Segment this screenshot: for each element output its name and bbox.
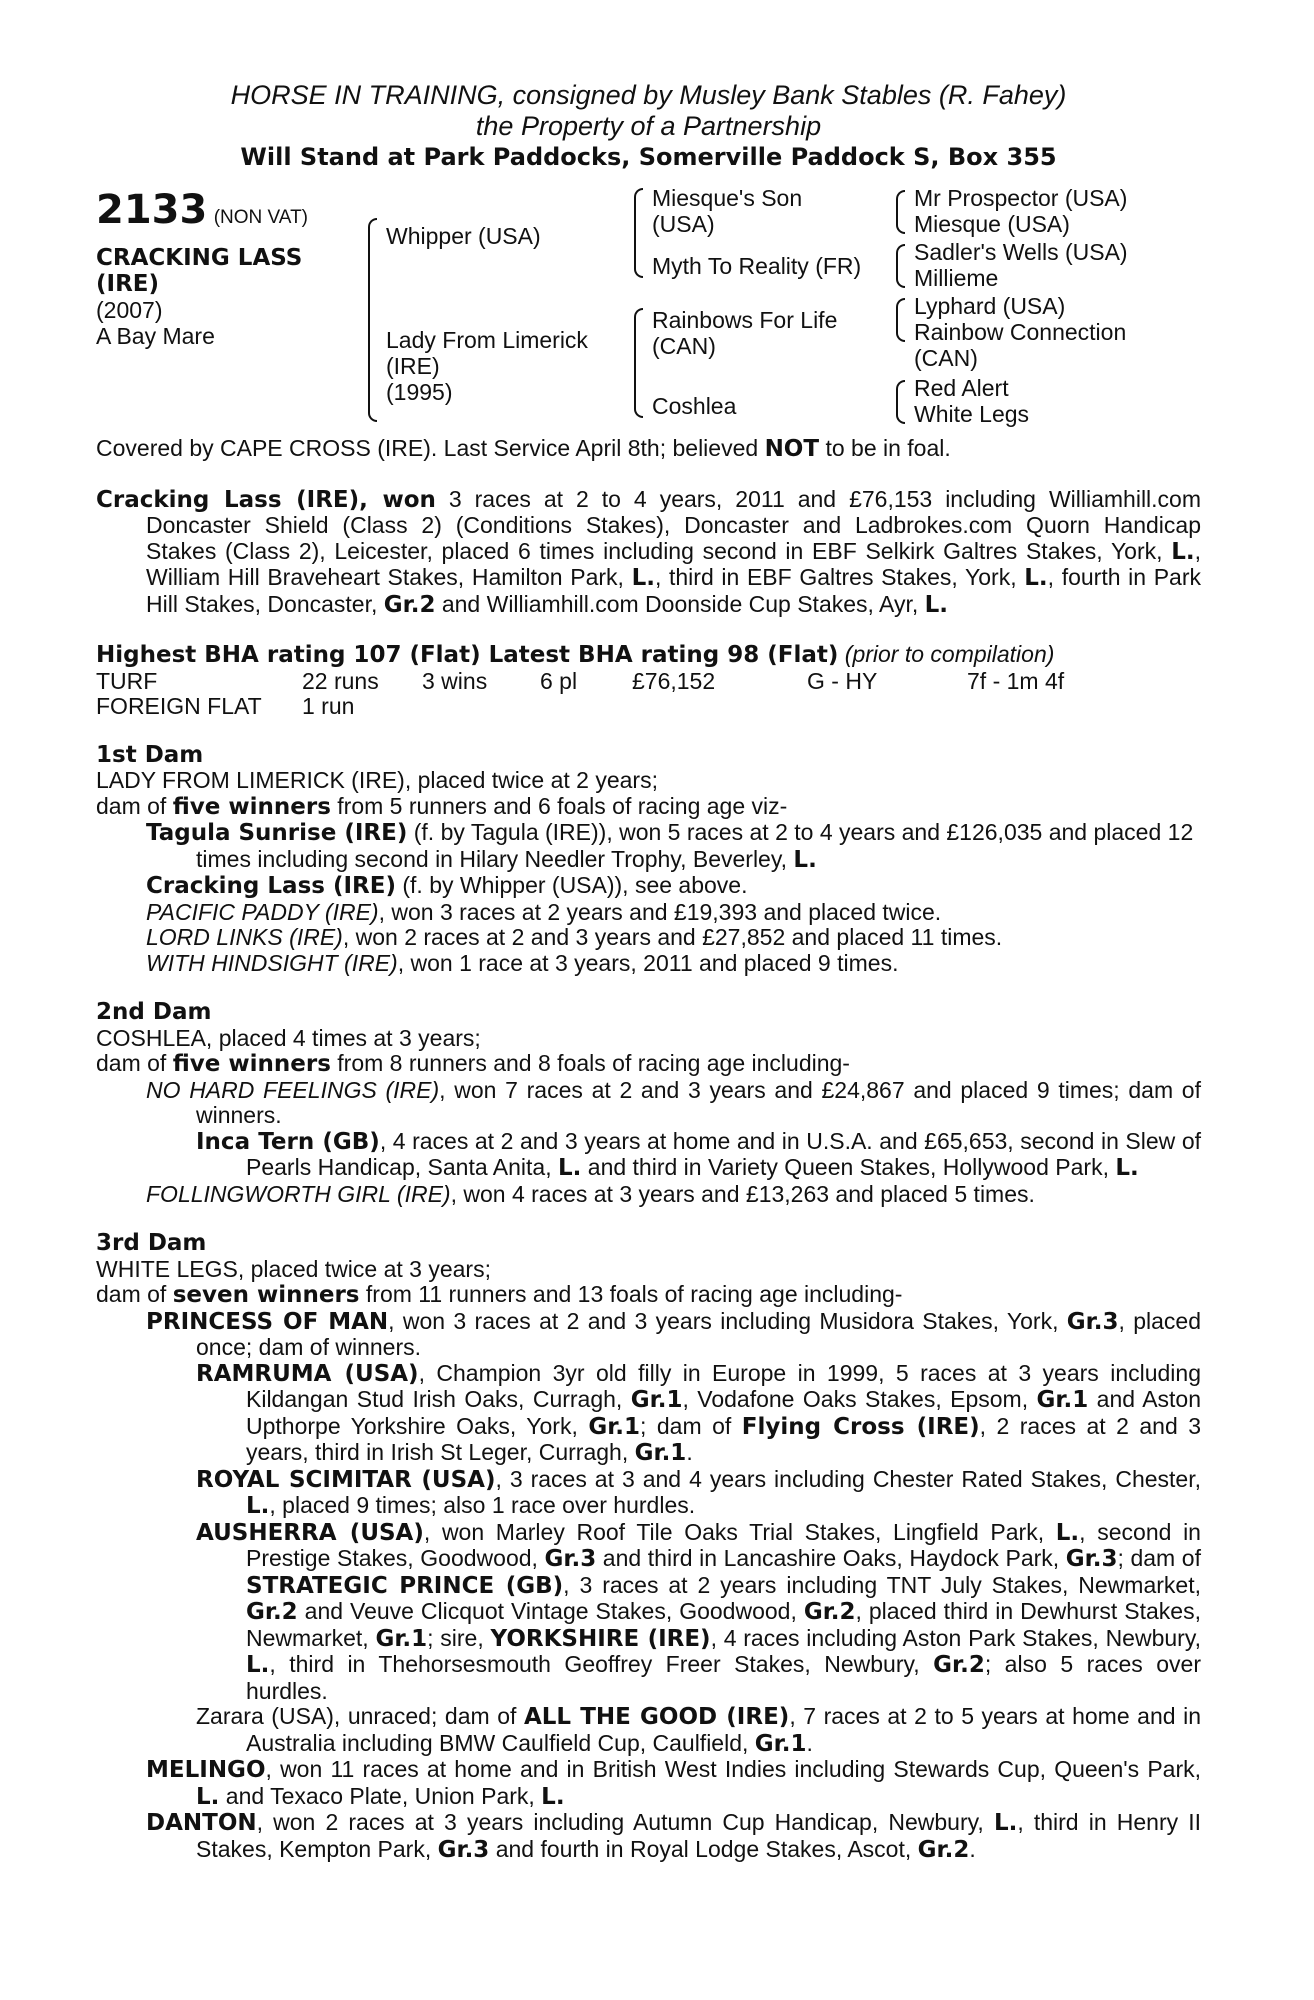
progeny-item: LORD LINKS (IRE), won 2 races at 2 and 3 years and £27,852 and placed 11 times.	[146, 924, 1003, 950]
progeny-item: Zarara (USA), unraced; dam of ALL THE GOOD (IRE), 7 races at 2 to 5 years at home and in Australia including BMW Caulfield Cup, Caulfield, Gr.1.	[196, 1703, 1201, 1757]
brace-dds	[896, 380, 905, 424]
dam-sire-sire: Lyphard (USA)	[914, 293, 1066, 319]
progeny-item: WITH HINDSIGHT (IRE), won 1 race at 3 years, 2011 and placed 9 times.	[146, 949, 899, 976]
progeny-item: MELINGO, won 11 races at home and in British West Indies including Stewards Cup, Queen's Park, L. and Texaco Plate, Union Park, L.	[146, 1756, 1201, 1810]
brace-sss	[896, 190, 905, 234]
dam-sire-l1: Rainbows For Life	[652, 307, 838, 333]
brace-sds	[896, 244, 905, 288]
dam-dam: Coshlea	[652, 393, 737, 419]
first-dam-section: 1st Dam LADY FROM LIMERICK (IRE), placed twice at 2 years; dam of five winners from 5 runners and 6 foals of racing age viz- Tagula Sunrise (IRE) (f. by Tagula (IRE)), won 5 races at 2 to 4 years and £126,035 and placed 12 times including second in Hilary Needler Trophy, Beverley, L. Cracking Lass (IRE) (f. by Whipper (USA)), see above. PACIFIC PADDY (IRE), won 3 races at 2 years and £19,393 and placed twice. LORD LINKS (IRE), won 2 races at 2 and 3 years and £27,852 and placed 11 times. WITH HINDSIGHT (IRE), won 1 race at 3 years, 2011 and placed 9 times.	[96, 743, 1201, 977]
vat-status: (NON VAT)	[213, 207, 309, 228]
progeny-item: PACIFIC PADDY (IRE), won 3 races at 2 years and £19,393 and placed twice.	[146, 898, 942, 925]
ratings-table	[96, 669, 1064, 719]
progeny-item: FOLLINGWORTH GIRL (IRE), won 4 races at 3 years and £13,263 and placed 5 times.	[146, 1180, 1035, 1207]
second-dam-title: 2nd Dam	[96, 999, 212, 1025]
foaling-year: (2007)	[96, 297, 163, 323]
dam-line2: (IRE)	[386, 353, 440, 379]
ratings-row: FOREIGN FLAT 1 run	[96, 692, 355, 719]
progeny-item: ROYAL SCIMITAR (USA), 3 races at 3 and 4 years including Chester Rated Stakes, Chester, L., placed 9 times; also 1 race over hurdles.	[196, 1465, 1202, 1519]
sire: Whipper (USA)	[386, 223, 541, 249]
lot-number: 2133	[96, 187, 208, 233]
ratings-row: TURF 22 runs 3 wins 6 pl £76,152 G - HY 7f - 1m 4f	[96, 667, 1065, 694]
dam-sire-l2: (CAN)	[652, 333, 716, 359]
horse-description: A Bay Mare	[96, 323, 215, 349]
progeny-item: Tagula Sunrise (IRE) (f. by Tagula (IRE)), won 5 races at 2 to 4 years and £126,035 and placed 12 times including second in Hilary Needler Trophy, Beverley, L.	[146, 819, 1194, 873]
dam-line1: Lady From Limerick	[386, 327, 588, 353]
progeny-item: Inca Tern (GB), 4 races at 2 and 3 years at home and in U.S.A. and £65,653, second in Slew of Pearls Handicap, Santa Anita, L. and third in Variety Queen Stakes, Hollywood Park, L.	[196, 1127, 1201, 1181]
progeny-item: RAMRUMA (USA), Champion 3yr old filly in Europe in 1999, 5 races at 3 years including Kildangan Stud Irish Oaks, Curragh, Gr.1, Vodafone Oaks Stakes, Epsom, Gr.1 and Aston Upthorpe Yorkshire Oaks, York, Gr.1; dam of Flying Cross (IRE), 2 races at 2 and 3 years, third in Irish St Leger, Curragh, Gr.1.	[196, 1359, 1202, 1466]
covered-line: Covered by CAPE CROSS (IRE). Last Service April 8th; believed NOT to be in foal.	[96, 435, 951, 462]
consignor-line: HORSE IN TRAINING, consigned by Musley Bank Stables (R. Fahey)	[230, 80, 1067, 110]
progeny-item: PRINCESS OF MAN, won 3 races at 2 and 3 years including Musidora Stakes, York, Gr.3, placed once; dam of winners.	[146, 1307, 1201, 1360]
sire-dam: Myth To Reality (FR)	[652, 253, 862, 279]
sire-sire-l1: Miesque's Son	[652, 185, 803, 211]
sire-sire-l2: (USA)	[652, 211, 715, 237]
brace-dss	[896, 298, 905, 342]
race-record: Cracking Lass (IRE), won 3 races at 2 to 4 years, 2011 and £76,153 including Williamhill.com Doncaster Shield (Class 2) (Conditions Stakes), Doncaster and Ladbrokes.com Quorn Handicap Stakes (Class 2), Leicester, placed 6 times including second in EBF Selkirk Galtres Stakes, York, L., William Hill Braveheart Stakes, Hamilton Park, L., third in EBF Galtres Stakes, York, L., fourth in Park Hill Stakes, Doncaster, Gr.2 and Williamhill.com Doonside Cup Stakes, Ayr, L.	[96, 485, 1202, 618]
pedigree-block	[96, 186, 1201, 434]
second-dam-section: 2nd Dam COSHLEA, placed 4 times at 3 years; dam of five winners from 8 runners and 8 foals of racing age including- NO HARD FEELINGS (IRE), won 7 races at 2 and 3 years and £24,867 and placed 9 times; dam of winners. Inca Tern (GB), 4 races at 2 and 3 years at home and in U.S.A. and £65,653, second in Slew of Pearls Handicap, Santa Anita, L. and third in Variety Queen Stakes, Hollywood Park, L. FOLLINGWORTH GIRL (IRE), won 4 races at 3 years and £13,263 and placed 5 times.	[96, 999, 1201, 1207]
third-dam-section: 3rd Dam WHITE LEGS, placed twice at 3 years; dam of seven winners from 11 runners and 13 foals of racing age including- PRINCESS OF MAN, won 3 races at 2 and 3 years including Musidora Stakes, York, Gr.3, placed once; dam of winners. RAMRUMA (USA), Champion 3yr old filly in Europe in 1999, 5 races at 3 years including Kildangan Stud Irish Oaks, Curragh, Gr.1, Vodafone Oaks Stakes, Epsom, Gr.1 and Aston Upthorpe Yorkshire Oaks, York, Gr.1; dam of Flying Cross (IRE), 2 races at 2 and 3 years, third in Irish St Leger, Curragh, Gr.1. ROYAL SCIMITAR (USA), 3 races at 3 and 4 years including Chester Rated Stakes, Chester, L., placed 9 times; also 1 race over hurdles. AUSHERRA (USA), won Marley Roof Tile Oaks Trial Stakes, Lingfield Park, L., second in Prestige Stakes, Goodwood, Gr.3 and third in Lancashire Oaks, Haydock Park, Gr.3; dam of STRATEGIC PRINCE (GB), 3 races at 2 years including TNT July Stakes, Newmarket, Gr.2 and Veuve Clicquot Vintage Stakes, Goodwood, Gr.2, placed third in Dewhurst Stakes, Newmarket, Gr.1; sire, YORKSHIRE (IRE), 4 races including Aston Park Stakes, Newbury, L., third in Thehorsesmouth Geoffrey Freer Stakes, Newbury, Gr.2; also 5 races over hurdles. Zarara (USA), unraced; dam of ALL THE GOOD (IRE), 7 races at 2 to 5 years at home and in Australia including BMW Caulfield Cup, Caulfield, Gr.1. MELINGO, won 11 races at home and in British West Indies including Stewards Cup, Queen's Park, L. and Texaco Plate, Union Park, L. DANTON, won 2 races at 3 years including Autumn Cup Handicap, Newbury, L., third in Henry II Stakes, Kempton Park, Gr.3 and fourth in Royal Lodge Stakes, Ascot, Gr.2.	[96, 1230, 1202, 1863]
property-line: the Property of a Partnership	[475, 111, 822, 141]
dam-sire-dam-l1: Rainbow Connection	[914, 319, 1127, 345]
lot-number-row	[96, 188, 308, 232]
third-dam-title: 3rd Dam	[96, 1230, 207, 1256]
sire-sire-sire: Mr Prospector (USA)	[914, 185, 1128, 211]
sire-sire-dam: Miesque (USA)	[914, 211, 1070, 237]
catalogue-page	[96, 80, 1201, 1863]
progeny-item: AUSHERRA (USA), won Marley Roof Tile Oaks Trial Stakes, Lingfield Park, L., second in Prestige Stakes, Goodwood, Gr.3 and third in Lancashire Oaks, Haydock Park, Gr.3; dam of STRATEGIC PRINCE (GB), 3 races at 2 years including TNT July Stakes, Newmarket, Gr.2 and Veuve Clicquot Vintage Stakes, Goodwood, Gr.2, placed third in Dewhurst Stakes, Newmarket, Gr.1; sire, YORKSHIRE (IRE), 4 races including Aston Park Stakes, Newbury, L., third in Thehorsesmouth Geoffrey Freer Stakes, Newbury, Gr.2; also 5 races over hurdles.	[196, 1518, 1202, 1704]
first-dam-title: 1st Dam	[96, 741, 204, 768]
sire-dam-sire: Sadler's Wells (USA)	[914, 239, 1128, 265]
stand-line: Will Stand at Park Paddocks, Somerville Paddock S, Box 355	[240, 143, 1057, 171]
dam-dam-sire: Red Alert	[914, 375, 1009, 401]
sire-dam-brace	[368, 218, 377, 422]
sire-parents-brace	[634, 188, 643, 278]
dam-line3: (1995)	[386, 379, 453, 405]
sire-dam-dam: Millieme	[914, 265, 999, 291]
progeny-item: DANTON, won 2 races at 3 years including Autumn Cup Handicap, Newbury, L., third in Henry II Stakes, Kempton Park, Gr.3 and fourth in Royal Lodge Stakes, Ascot, Gr.2.	[146, 1809, 1201, 1863]
progeny-item: Cracking Lass (IRE) (f. by Whipper (USA)), see above.	[146, 872, 748, 899]
horse-name: CRACKING LASS	[96, 245, 303, 271]
ratings-title: Highest BHA rating 107 (Flat) Latest BHA rating 98 (Flat) (prior to compilation)	[96, 641, 1055, 668]
dam-sire-dam-l2: (CAN)	[914, 345, 978, 371]
dam-parents-brace	[634, 308, 643, 418]
horse-name-country: (IRE)	[96, 271, 160, 297]
dam-dam-dam: White Legs	[914, 401, 1030, 427]
progeny-item: NO HARD FEELINGS (IRE), won 7 races at 2 and 3 years and £24,867 and placed 9 times; dam of winners.	[146, 1076, 1201, 1128]
